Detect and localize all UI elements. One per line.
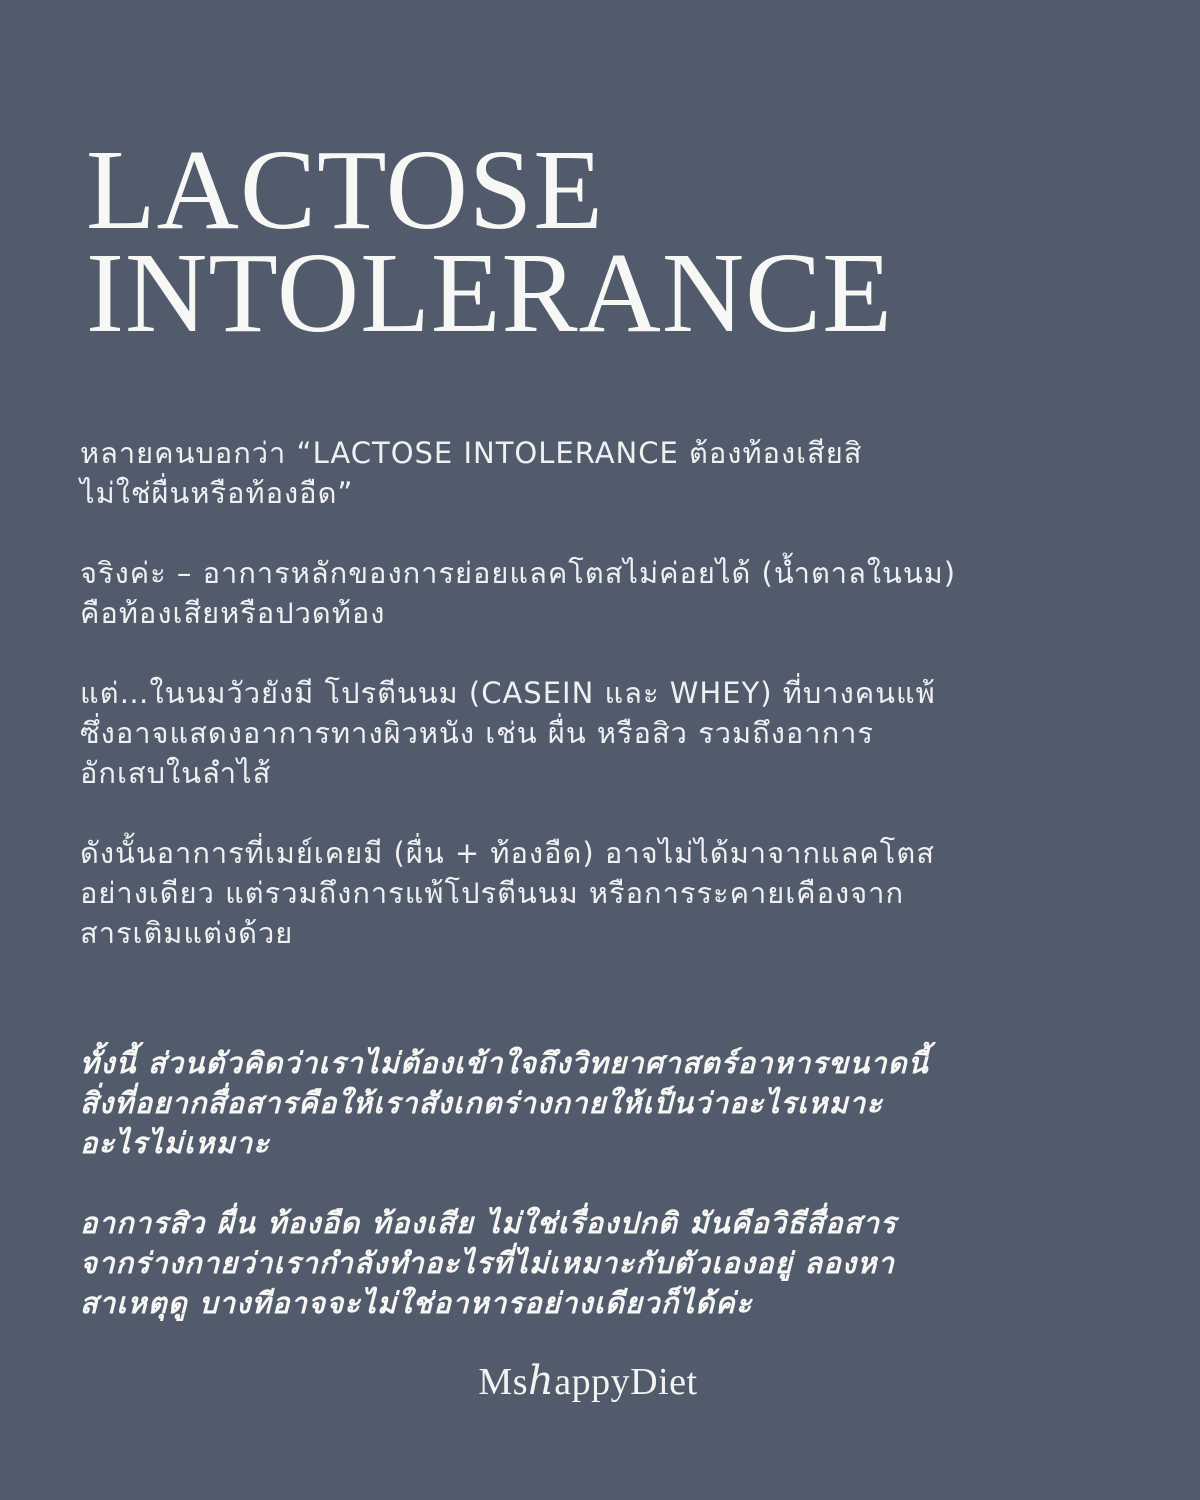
paragraph-line: ซึ่งอาจแสดงอาการทางผิวหนัง เช่น ผื่น หรือสิว รวมถึงอาการ bbox=[80, 716, 874, 750]
paragraph-line: แต่…ในนมวัวยังมี โปรตีนนม (CASEIN และ WHEY) ที่บางคนแพ้ bbox=[80, 676, 936, 710]
paragraph-line: อย่างเดียว แต่รวมถึงการแพ้โปรตีนนม หรือการระคายเคืองจาก bbox=[80, 876, 904, 910]
paragraph-line: ดังนั้นอาการที่เมย์เคยมี (ผื่น + ท้องอืด) อาจไม่ได้มาจากแลคโตส bbox=[80, 836, 935, 870]
emphasis-line: อาการสิว ผื่น ท้องอืด ท้องเสีย ไม่ใช่เรื่องปกติ มันคือวิธีสื่อสาร bbox=[80, 1206, 897, 1240]
paragraph-line: อักเสบในลำไส้ bbox=[80, 756, 272, 790]
paragraph-4 bbox=[80, 833, 1140, 953]
paragraph-3 bbox=[80, 673, 1140, 793]
paragraph-line: คือท้องเสียหรือปวดท้อง bbox=[80, 596, 386, 630]
emphasis-paragraph-2 bbox=[80, 1203, 1140, 1323]
article-body bbox=[80, 433, 1140, 1363]
paragraph-line: หลายคนบอกว่า “LACTOSE INTOLERANCE ต้องท้องเสียสิ bbox=[80, 436, 863, 470]
emphasis-line: อะไรไม่เหมาะ bbox=[80, 1126, 271, 1160]
paragraph-line: ไม่ใช่ผื่นหรือท้องอืด” bbox=[80, 476, 354, 510]
brand-logo bbox=[0, 1358, 1176, 1404]
brand-prefix: Ms bbox=[478, 1361, 528, 1403]
paragraph-line: สารเติมแต่งด้วย bbox=[80, 916, 294, 950]
title-line-1: LACTOSE bbox=[86, 126, 604, 253]
page-title bbox=[86, 126, 1126, 356]
paragraph-1 bbox=[80, 433, 1140, 513]
emphasis-line: สิ่งที่อยากสื่อสารคือให้เราสังเกตร่างกายให้เป็นว่าอะไรเหมาะ bbox=[80, 1086, 884, 1120]
emphasis-line: สาเหตุดู บางทีอาจจะไม่ใช่อาหารอย่างเดียวก็ได้ค่ะ bbox=[80, 1286, 753, 1320]
emphasis-paragraph-1 bbox=[80, 1043, 1140, 1163]
emphasis-line: ทั้งนี้ ส่วนตัวคิดว่าเราไม่ต้องเข้าใจถึงวิทยาศาสตร์อาหารขนาดนี้ bbox=[80, 1046, 929, 1080]
emphasis-line: จากร่างกายว่าเรากำลังทำอะไรที่ไม่เหมาะกับตัวเองอยู่ ลองหา bbox=[80, 1246, 896, 1280]
brand-suffix: appyDiet bbox=[554, 1361, 698, 1403]
paragraph-2 bbox=[80, 553, 1140, 633]
paragraph-line: จริงค่ะ – อาการหลักของการย่อยแลคโตสไม่ค่อยได้ (น้ำตาลในนม) bbox=[80, 556, 957, 590]
brand-script-letter: h bbox=[528, 1358, 555, 1404]
title-line-2: INTOLERANCE bbox=[86, 229, 893, 356]
